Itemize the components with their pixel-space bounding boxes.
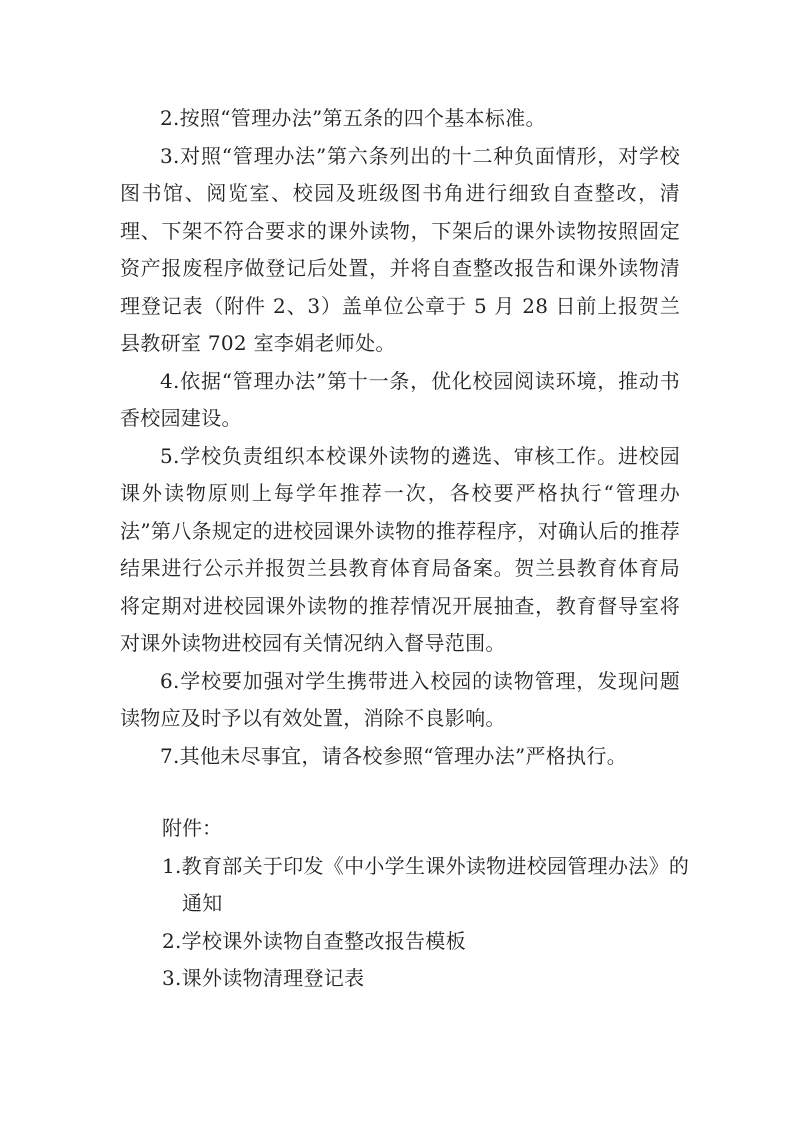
attachments-section [120,810,700,998]
paragraph-item-4: 4.依据“管理办法”第十一条，优化校园阅读环境，推动书香校园建设。 [120,368,680,430]
attachment-item-3: 3.课外读物清理登记表 [162,966,365,990]
attachment-item-2: 2.学校课外读物自查整改报告模板 [162,928,466,953]
paragraph-item-5: 5.学校负责组织本校课外读物的遴选、审核工作。进校园课外读物原则上每学年推荐一次，各校要严格执行“管理办法”第八条规定的进校园课外读物的推荐程序，对确认后的推荐结果进行公示并报贺兰县教育体育局备案。贺兰县教育体育局将定期对进校园课外读物的推荐情况开展抽查，教育督导室将对课外读物进校园有关情况纳入督导范围。 [120,443,680,655]
paragraph-item-3: 3.对照“管理办法”第六条列出的十二种负面情形，对学校图书馆、阅览室、校园及班级图书角进行细致自查整改，清理、下架不符合要求的课外读物，下架后的课外读物按照固定资产报废程序做登记后处置，并将自查整改报告和课外读物清理登记表（附件 2、3）盖单位公章于 5 月 28 日前上报贺兰县教研室 702 室李娟老师处。 [120,143,680,355]
paragraph-item-2: 2.按照“管理办法”第五条的四个基本标准。 [160,106,546,130]
paragraph-item-6: 6.学校要加强对学生携带进入校园的读物管理，发现问题读物应及时予以有效处置，消除不良影响。 [120,668,680,730]
attachment-item-1: 1.教育部关于印发《中小学生课外读物进校园管理办法》的通知 [162,853,690,915]
attachments-title: 附件： [162,816,222,840]
document-body [120,100,680,775]
paragraph-item-7: 7.其他未尽事宜，请各校参照“管理办法”严格执行。 [160,743,628,768]
